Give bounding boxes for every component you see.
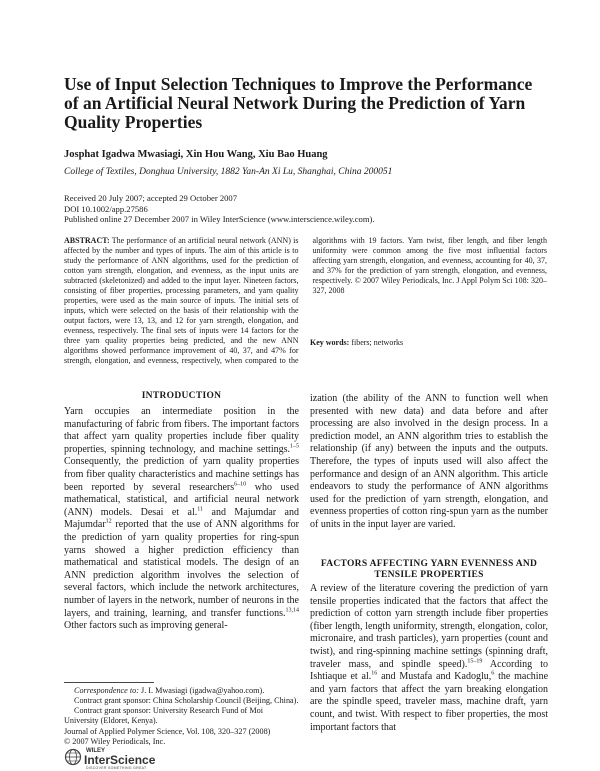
footnotes <box>64 686 299 726</box>
affiliation: College of Textiles, Donghua University, 1882 Yan-An Xi Lu, Shanghai, China 200051 <box>64 167 393 177</box>
publication-history <box>64 193 375 225</box>
factors-heading: FACTORS AFFECTING YARN EVENNESS AND TENSILE PROPERTIES <box>320 559 538 580</box>
citation: 12 <box>105 519 112 526</box>
grant-note-1: Contract grant sponsor: China Scholarship Council (Beijing, China). <box>74 696 299 705</box>
keywords-label: Key words: <box>310 338 350 347</box>
logo-tagline: DISCOVER SOMETHING GREAT <box>86 766 147 770</box>
citation: 13,14 <box>285 607 299 614</box>
received-date: Received 20 July 2007; accepted 29 October 2007 <box>64 193 238 203</box>
journal-info <box>64 727 270 747</box>
intro-text-2: Consequently, the prediction of yarn quality properties from fiber quality characteristics and machine settings has been reported by several researchers <box>64 456 299 493</box>
introduction-heading: INTRODUCTION <box>141 391 222 401</box>
citation: 1–5 <box>290 443 299 450</box>
copyright: © 2007 Wiley Periodicals, Inc. <box>64 737 166 746</box>
doi: DOI 10.1002/app.27586 <box>64 203 148 214</box>
intro-text-1: Yarn occupies an intermediate position in the manufacturing of fabric from fibers. The important factors that affect yarn quality properties include fiber quality properties, spinning technology, and machine settings. <box>64 406 299 455</box>
logo-wiley-text: WILEY <box>86 748 105 754</box>
journal-citation: Journal of Applied Polymer Science, Vol. 108, 320–327 (2008) <box>64 727 271 736</box>
citation: 16 <box>371 670 378 677</box>
introduction-body <box>64 406 299 633</box>
correspondence-note <box>64 686 299 696</box>
abstract <box>64 236 547 372</box>
introduction-continued <box>310 393 548 532</box>
citation: 15–19 <box>467 658 483 665</box>
wiley-interscience-logo <box>64 748 184 770</box>
published-online: Published online 27 December 2007 in Wiley InterScience (www.interscience.wiley.com). <box>64 214 375 224</box>
abstract-text: The performance of an artificial neural network (ANN) is affected by the number and types of inputs. The aim of this article is to study the performance of ANN algorithms, used for the prediction of cotton yarn strength, elongation, and evenness, as the input units are subtracted (skeletonized) and added to the input layer. Nineteen factors, consisting of fiber properties, processing parameters, and yarn quality properties, were used as the main source of inputs. The initial sets of inputs, which were selected on the basis of their relationship with the output factors, were 13, 13, and 12 for yarn strength, elongation, and evenness, respectively. The final sets of inputs were 14 factors for the three yarn quality properties being predicted, and the new ANN algorithms showed performance improvement of 40, 37, and 47% for strength, elongation, and evenness, respectively, when compared to the algorithms with 19 factors. Yarn twist, fiber length, and fiber length uniformity were common among the five most influential factors affecting yarn strength, elongation, and evenness, accounting for 40, 37, and 37% for the prediction of yarn strength, elongation, and evenness, respectively. © 2007 Wiley Periodicals, Inc. J Appl Polym Sci 108: 320–327, 2008 <box>64 236 547 365</box>
intro-text-3: who used mathematical, statistical, and artificial neural network (ANN) models. Desai et al. <box>64 481 299 518</box>
author-list: Josphat Igadwa Mwasiagi, Xin Hou Wang, Xiu Bao Huang <box>64 149 328 160</box>
logo-interscience-text: InterScience <box>84 753 156 767</box>
intro-text-4: and Majumdar and Majumdar <box>64 506 299 531</box>
correspondence-label: Correspondence to: <box>74 686 139 695</box>
factors-text-3: and Mustafa and Kadoglu, <box>377 671 492 683</box>
article-title: Use of Input Selection Techniques to Improve the Performance of an Artificial Neural Network During the Prediction of Yarn Quality Properties <box>64 74 533 132</box>
citation: 11 <box>197 506 204 513</box>
footnote-divider <box>64 682 154 683</box>
intro-continued-text: ization (the ability of the ANN to function well when presented with new data) and data before and after processing are also involved in the design process. In a prediction model, an ANN algorithm tries to establish the relationship (if any) between the inputs and the outputs. Therefore, the types of inputs used will also affect the performance and design of an ANN algorithm. This article endeavors to study the performance of ANN algorithms used for the prediction of yarn strength, elongation, and evenness properties of cotton ring-spun yarn as the number of units in the input layer are varied. <box>310 393 548 530</box>
abstract-label: ABSTRACT: <box>64 236 110 245</box>
keywords <box>310 338 403 347</box>
intro-text-6: Other factors such as improving general- <box>64 620 228 632</box>
citation: 6 <box>491 670 495 677</box>
factors-body <box>310 583 548 734</box>
grant-note-2: Contract grant sponsor: University Research Fund of Moi University (Eldoret, Kenya). <box>64 706 263 725</box>
factors-text-4: the machine and yarn factors that affect the yarn breaking elongation are the spindle speed, traveler mass, machine draft, yarn count, and twist. With respect to fiber properties, the most important factors that <box>310 671 549 733</box>
intro-text-5: reported that the use of ANN algorithms for the prediction of yarn quality properties for ring-spun yarns showed a higher prediction efficiency than mathematical and statistical models. The design of an ANN prediction algorithm involves the selection of several factors, which include the network architectures, number of layers in the network, number of neurons in the layers, and training, learning, and transfer functions. <box>64 519 299 619</box>
keywords-text: fibers; networks <box>351 338 404 347</box>
factors-text-2: According to Ishtiaque et al. <box>310 658 548 683</box>
globe-icon <box>64 748 82 766</box>
citation: 6–10 <box>234 481 247 488</box>
correspondence-text: J. I. Mwasiagi (igadwa@yahoo.com). <box>138 686 265 695</box>
factors-text-1: A review of the literature covering the prediction of yarn tensile properties indicated that the factors that affect the prediction of cotton yarn strength include fiber properties (fiber length, length uniformity, strength, elongation, color, micronaire, and trash particles), yarn properties (count and twist), and ring-spinning machine settings (spinning draft, traveler mass, and spindle speed). <box>310 583 548 670</box>
